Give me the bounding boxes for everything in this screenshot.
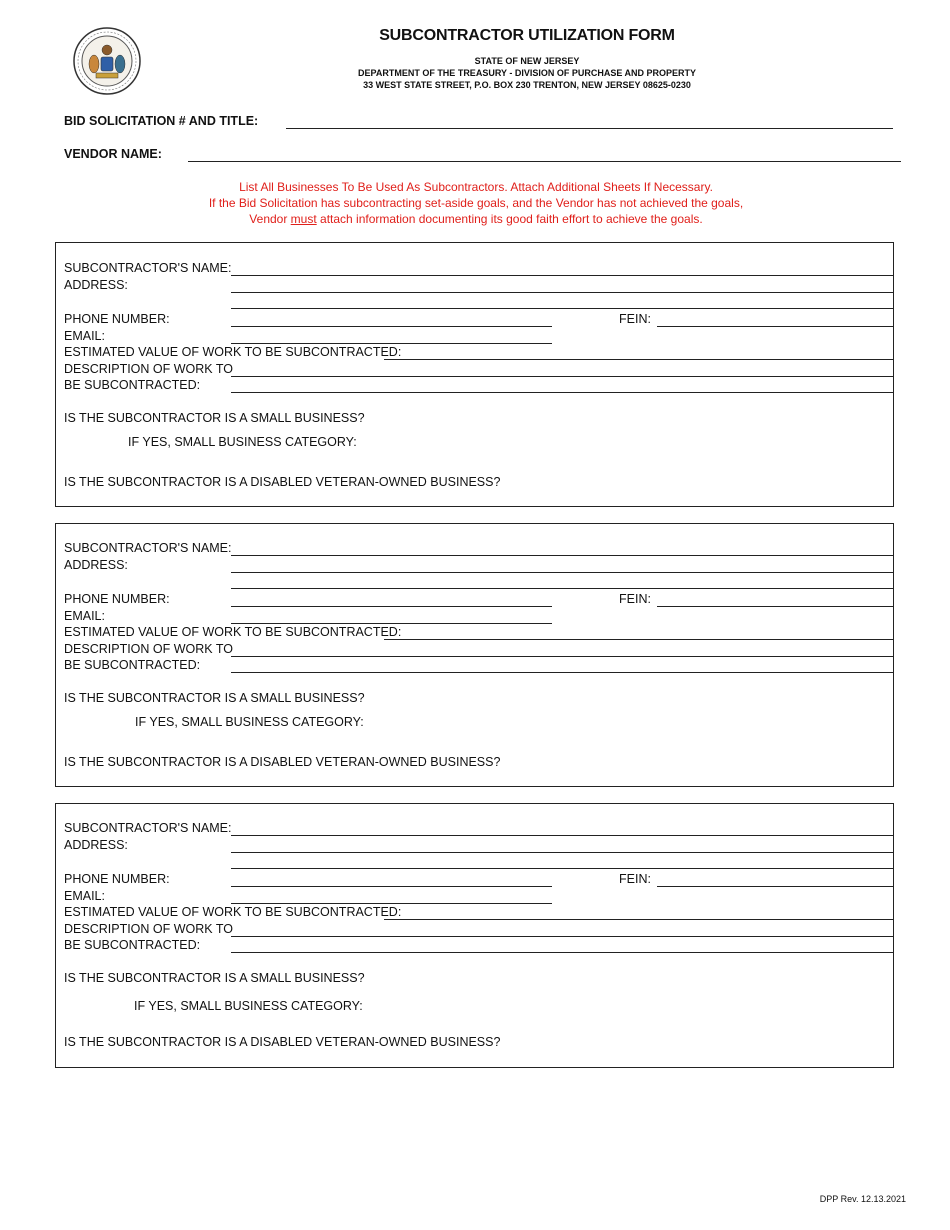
subcontractor-name-input[interactable] — [231, 835, 894, 836]
address-label: ADDRESS: — [64, 558, 128, 572]
subcontractor-name-label: SUBCONTRACTOR'S NAME: — [64, 541, 232, 555]
phone-input[interactable] — [231, 886, 552, 887]
bid-solicitation-label: BID SOLICITATION # AND TITLE: — [64, 114, 259, 128]
subcontractor-name-input[interactable] — [231, 555, 894, 556]
bid-solicitation-input[interactable] — [286, 128, 893, 129]
small-business-category-label: IF YES, SMALL BUSINESS CATEGORY: — [128, 435, 357, 449]
description-input-2[interactable] — [231, 952, 894, 953]
veteran-owned-question: IS THE SUBCONTRACTOR IS A DISABLED VETERAN-OWNED BUSINESS? — [64, 475, 501, 489]
vendor-name-input[interactable] — [188, 161, 901, 162]
address-input-2[interactable] — [231, 588, 894, 589]
address-input-1[interactable] — [231, 852, 894, 853]
description-label: DESCRIPTION OF WORK TO — [64, 922, 233, 936]
small-business-question: IS THE SUBCONTRACTOR IS A SMALL BUSINESS? — [64, 971, 365, 985]
instruction-line-1: List All Businesses To Be Used As Subcontractors. Attach Additional Sheets If Necessary. — [239, 180, 713, 194]
subcontractor-section-1 — [55, 242, 894, 507]
fein-input[interactable] — [657, 886, 894, 887]
fein-input[interactable] — [657, 606, 894, 607]
subcontractor-name-input[interactable] — [231, 275, 894, 276]
instruction-line-3 — [150, 212, 802, 226]
description-input-1[interactable] — [231, 656, 894, 657]
estimated-value-input[interactable] — [384, 359, 894, 360]
instruction-line-3-start: Vendor — [249, 212, 291, 226]
state-name: STATE OF NEW JERSEY — [474, 56, 580, 66]
vendor-name-label: VENDOR NAME: — [64, 147, 162, 161]
veteran-owned-question: IS THE SUBCONTRACTOR IS A DISABLED VETERAN-OWNED BUSINESS? — [64, 755, 501, 769]
email-input[interactable] — [231, 623, 552, 624]
phone-label: PHONE NUMBER: — [64, 312, 170, 326]
form-title: SUBCONTRACTOR UTILIZATION FORM — [379, 27, 675, 44]
instruction-emphasis: must — [290, 212, 317, 226]
description-input-1[interactable] — [231, 376, 894, 377]
estimated-value-label: ESTIMATED VALUE OF WORK TO BE SUBCONTRACTED: — [64, 625, 402, 639]
subcontractor-section-2 — [55, 523, 894, 787]
address-input-2[interactable] — [231, 868, 894, 869]
fein-input[interactable] — [657, 326, 894, 327]
description-label-2: BE SUBCONTRACTED: — [64, 658, 201, 672]
estimated-value-label: ESTIMATED VALUE OF WORK TO BE SUBCONTRACTED: — [64, 905, 402, 919]
address-input-1[interactable] — [231, 572, 894, 573]
email-label: EMAIL: — [64, 889, 105, 903]
state-seal-icon — [72, 26, 142, 96]
description-input-2[interactable] — [231, 672, 894, 673]
description-label: DESCRIPTION OF WORK TO — [64, 362, 233, 376]
small-business-category-label: IF YES, SMALL BUSINESS CATEGORY: — [135, 715, 364, 729]
estimated-value-input[interactable] — [384, 919, 894, 920]
fein-label: FEIN: — [619, 872, 651, 886]
department-name: DEPARTMENT OF THE TREASURY - DIVISION OF PURCHASE AND PROPERTY — [357, 68, 697, 78]
phone-label: PHONE NUMBER: — [64, 872, 170, 886]
small-business-category-label: IF YES, SMALL BUSINESS CATEGORY: — [134, 999, 363, 1013]
fein-label: FEIN: — [619, 592, 651, 606]
estimated-value-input[interactable] — [384, 639, 894, 640]
estimated-value-label: ESTIMATED VALUE OF WORK TO BE SUBCONTRACTED: — [64, 345, 402, 359]
subcontractor-section-3 — [55, 803, 894, 1068]
address-label: ADDRESS: — [64, 838, 128, 852]
address-input-1[interactable] — [231, 292, 894, 293]
fein-label: FEIN: — [619, 312, 651, 326]
address-label: ADDRESS: — [64, 278, 128, 292]
description-input-1[interactable] — [231, 936, 894, 937]
instruction-line-2: If the Bid Solicitation has subcontracting set-aside goals, and the Vendor has not achieved the goals, — [208, 196, 744, 210]
subcontractor-name-label: SUBCONTRACTOR'S NAME: — [64, 821, 232, 835]
phone-input[interactable] — [231, 606, 552, 607]
address-input-2[interactable] — [231, 308, 894, 309]
email-input[interactable] — [231, 903, 552, 904]
phone-input[interactable] — [231, 326, 552, 327]
department-address: 33 WEST STATE STREET, P.O. BOX 230 TRENTON, NEW JERSEY 08625-0230 — [363, 80, 691, 90]
description-label: DESCRIPTION OF WORK TO — [64, 642, 233, 656]
email-input[interactable] — [231, 343, 552, 344]
email-label: EMAIL: — [64, 609, 105, 623]
description-label-2: BE SUBCONTRACTED: — [64, 938, 201, 952]
phone-label: PHONE NUMBER: — [64, 592, 170, 606]
subcontractor-name-label: SUBCONTRACTOR'S NAME: — [64, 261, 232, 275]
description-label-2: BE SUBCONTRACTED: — [64, 378, 201, 392]
veteran-owned-question: IS THE SUBCONTRACTOR IS A DISABLED VETERAN-OWNED BUSINESS? — [64, 1035, 501, 1049]
instruction-line-3-end: attach information documenting its good faith effort to achieve the goals. — [316, 212, 703, 226]
email-label: EMAIL: — [64, 329, 105, 343]
description-input-2[interactable] — [231, 392, 894, 393]
revision-label: DPP Rev. 12.13.2021 — [819, 1194, 906, 1204]
small-business-question: IS THE SUBCONTRACTOR IS A SMALL BUSINESS? — [64, 691, 365, 705]
small-business-question: IS THE SUBCONTRACTOR IS A SMALL BUSINESS? — [64, 411, 365, 425]
